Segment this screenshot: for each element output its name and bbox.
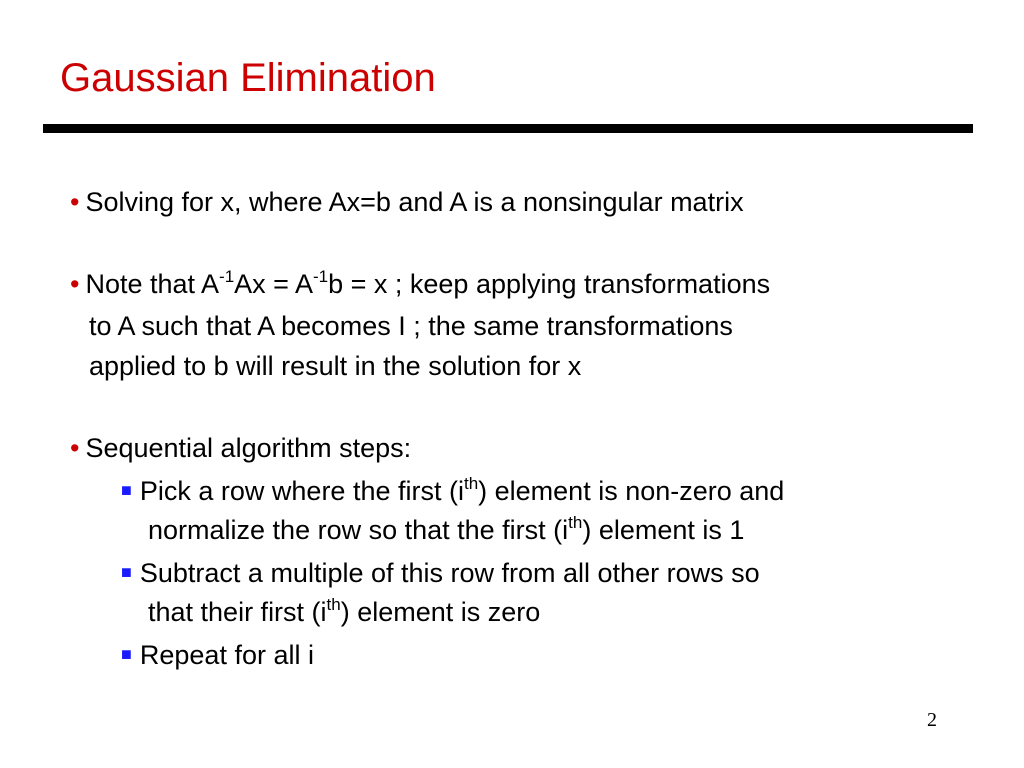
sub-bullet-text: Pick a row where the first (i — [139, 476, 464, 506]
bullet-text: Solving for x, where Ax=b and A is a nonsingular matrix — [85, 187, 744, 217]
bullet-item-2-line-3: applied to b will result in the solution for x — [89, 351, 582, 381]
superscript: -1 — [219, 267, 235, 286]
bullet-item-2-line-2: to A such that A becomes I ; the same transformations — [89, 311, 733, 341]
page-number: 2 — [927, 709, 937, 731]
bullet-marker: • — [70, 187, 80, 217]
bullet-item-2 — [70, 268, 770, 300]
title-divider — [43, 124, 973, 133]
superscript: th — [326, 595, 341, 614]
bullet-marker: • — [70, 269, 80, 299]
sub-bullet-item-2 — [121, 556, 760, 589]
sub-bullet-text: Subtract a multiple of this row from all other rows so — [139, 558, 760, 588]
sub-bullet-text: Repeat for all i — [139, 640, 314, 670]
bullet-text: b = x ; keep applying transformations — [328, 269, 771, 299]
sub-bullet-item-3 — [121, 638, 314, 671]
superscript: th — [568, 513, 583, 532]
superscript: th — [463, 474, 479, 493]
sub-bullet-item-1-line-2 — [148, 514, 744, 546]
sub-bullet-marker: ■ — [121, 480, 132, 500]
sub-bullet-text: normalize the row so that the first (i — [148, 515, 569, 545]
bullet-text: Note that A — [85, 269, 220, 299]
bullet-item-3 — [70, 432, 411, 464]
sub-bullet-marker: ■ — [121, 562, 132, 582]
sub-bullet-text: ) element is zero — [340, 597, 541, 627]
sub-bullet-item-2-line-2 — [148, 596, 540, 628]
sub-bullet-item-1 — [121, 474, 784, 507]
sub-bullet-marker: ■ — [121, 644, 132, 664]
bullet-marker: • — [70, 433, 80, 463]
superscript: -1 — [312, 267, 329, 286]
bullet-text: Ax = A — [234, 269, 313, 299]
bullet-text: Sequential algorithm steps: — [85, 433, 412, 463]
sub-bullet-text: ) element is non-zero and — [478, 476, 785, 506]
sub-bullet-text: ) element is 1 — [582, 515, 745, 545]
sub-bullet-text: that their first (i — [148, 597, 327, 627]
slide-title: Gaussian Elimination — [60, 56, 436, 100]
bullet-item-1 — [70, 186, 744, 218]
